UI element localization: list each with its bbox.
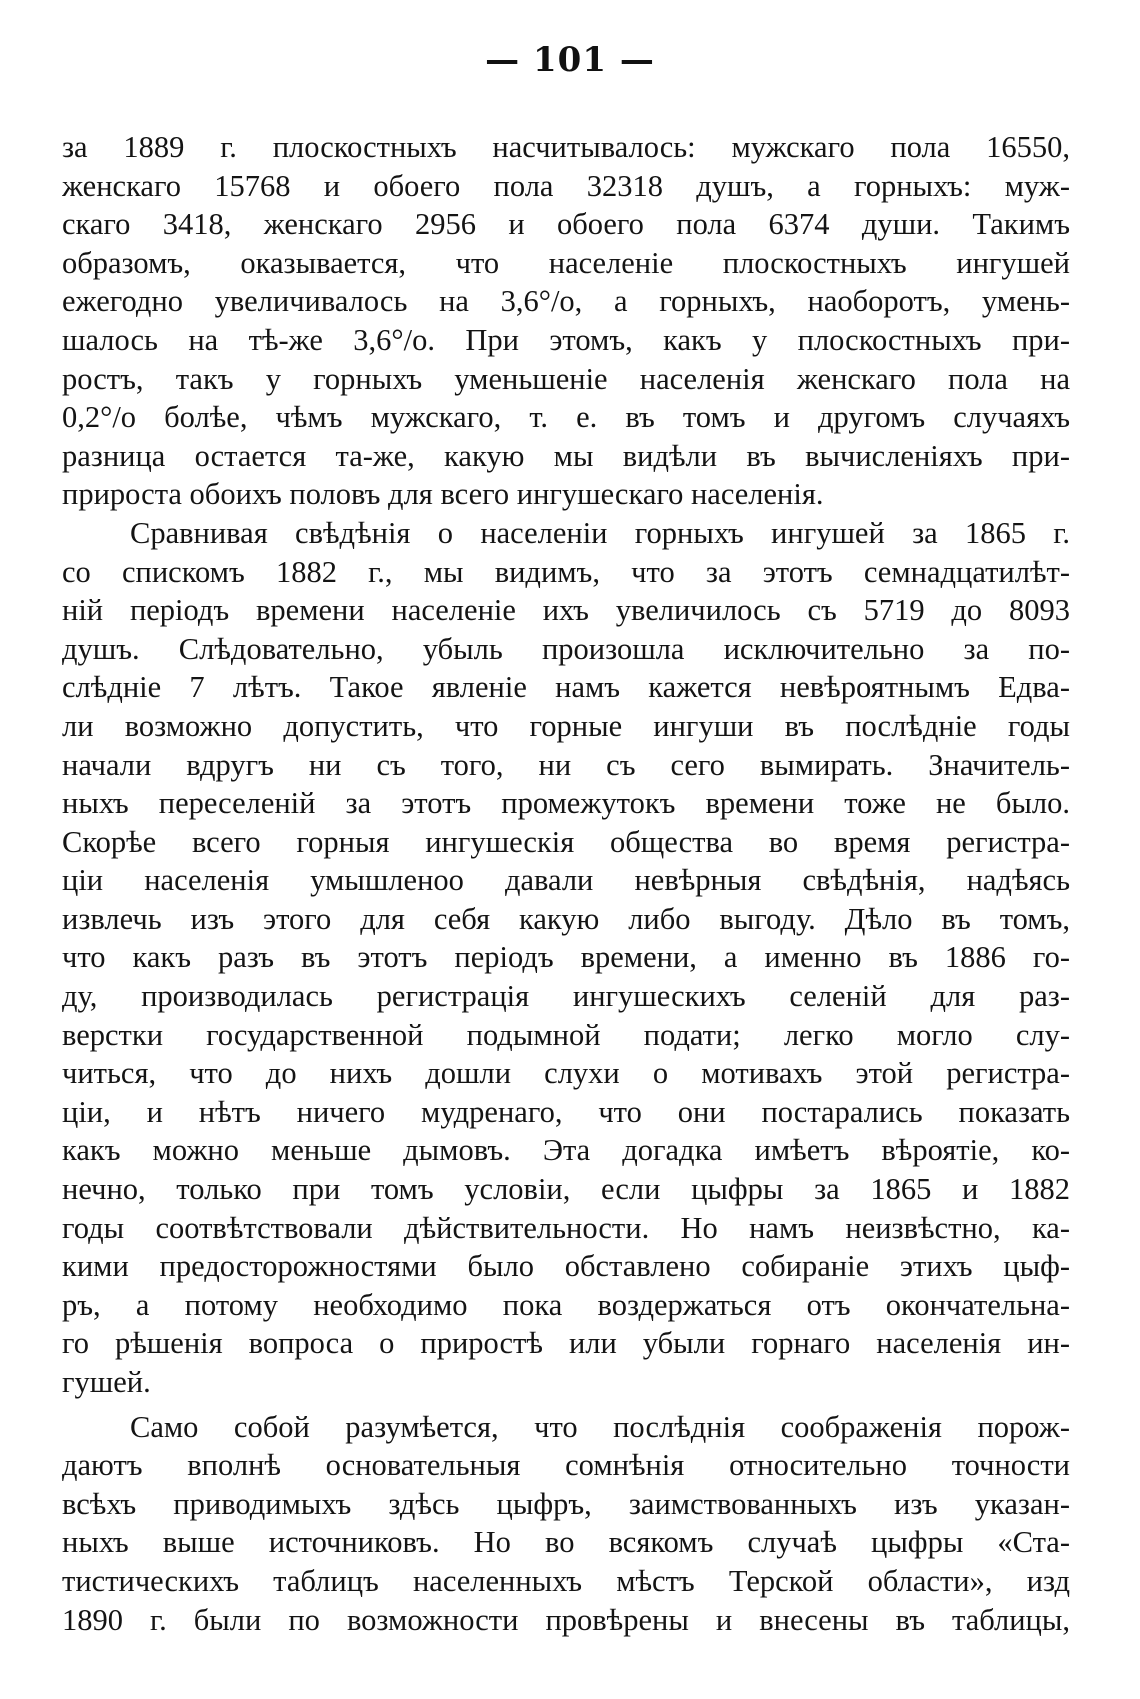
- text-line: гушей.: [62, 1365, 151, 1399]
- text-line: верстки государственной подымной подати; легко могло слу-: [62, 1017, 1070, 1052]
- page-number: — 101 —: [485, 40, 655, 80]
- text-line: со спискомъ 1882 г., мы видимъ, что за этотъ семнадцатилѣт-: [62, 554, 1070, 589]
- text-line: читься, что до нихъ дошли слухи о мотивахъ этой регистра-: [62, 1056, 1070, 1091]
- text-line: всѣхъ приводимыхъ здѣсь цыфръ, заимствованныхъ изъ указан-: [62, 1486, 1070, 1521]
- text-line: даютъ вполнѣ основательныя сомнѣнія относительно точности: [62, 1448, 1070, 1483]
- text-line: слѣдніе 7 лѣтъ. Такое явленіе намъ кажется невѣроятнымъ Едва-: [62, 670, 1070, 705]
- text-line: кими предосторожностями было обставлено собираніе этихъ цыф-: [62, 1249, 1070, 1284]
- text-line: Скорѣе всего горныя ингушескія общества во время регистра-: [62, 824, 1070, 859]
- text-line: 0,2°/о болѣе, чѣмъ мужскаго, т. е. въ томъ и другомъ случаяхъ: [62, 400, 1070, 435]
- text-line: что какъ разъ въ этотъ періодъ времени, а именно въ 1886 го-: [62, 940, 1070, 975]
- text-line: образомъ, оказывается, что населеніе плоскостныхъ ингушей: [62, 245, 1070, 280]
- text-line: скаго 3418, женскаго 2956 и обоего пола 6374 души. Такимъ: [62, 207, 1070, 242]
- text-line: ду, производилась регистрація ингушескихъ селеній для раз-: [62, 979, 1070, 1014]
- text-line: ціи населенія умышленоо давали невѣрныя свѣдѣнія, надѣясь: [62, 863, 1070, 898]
- text-line: 1890 г. были по возможности провѣрены и внесены въ таблицы,: [62, 1602, 1070, 1637]
- text-line: нечно, только при томъ условіи, если цыфры за 1865 и 1882: [62, 1172, 1070, 1207]
- text-line: начали вдругъ ни съ того, ни съ сего вымирать. Значитель-: [62, 747, 1070, 782]
- text-line: женскаго 15768 и обоего пола 32318 душъ, а горныхъ: муж-: [62, 168, 1070, 203]
- text-line: ежегодно увеличивалось на 3,6°/о, а горныхъ, наоборотъ, умень-: [62, 284, 1070, 319]
- text-line: годы соотвѣтствовали дѣйствительности. Но намъ неизвѣстно, ка-: [62, 1210, 1070, 1245]
- paragraph: [62, 128, 1070, 514]
- text-line: шалось на тѣ-же 3,6°/о. При этомъ, какъ у плоскостныхъ при-: [62, 322, 1070, 357]
- text-line: ціи, и нѣтъ ничего мудренаго, что они постарались показать: [62, 1094, 1070, 1129]
- text-line: разница остается та-же, какую мы видѣли въ вычисленіяхъ при-: [62, 438, 1070, 473]
- text-line: ныхъ переселеній за этотъ промежутокъ времени тоже не было.: [62, 786, 1070, 821]
- text-line: за 1889 г. плоскостныхъ насчитывалось: мужскаго пола 16550,: [62, 130, 1070, 164]
- text-line: ній періодъ времени населеніе ихъ увеличилось съ 5719 до 8093: [62, 593, 1070, 628]
- paragraph: [62, 1408, 1070, 1640]
- text-line: го рѣшенія вопроса о приростѣ или убыли горнаго населенія ин-: [62, 1326, 1070, 1361]
- text-line: извлечь изъ этого для себя какую либо выгоду. Дѣло въ томъ,: [62, 901, 1070, 936]
- text-line: какъ можно меньше дымовъ. Эта догадка имѣетъ вѣроятіе, ко-: [62, 1133, 1070, 1168]
- text-line: Сравнивая свѣдѣнія о населеніи горныхъ ингушей за 1865 г.: [130, 515, 1070, 550]
- text-line: ръ, а потому необходимо пока воздержаться отъ окончательна-: [62, 1287, 1070, 1322]
- body-text: [62, 128, 1070, 1639]
- text-line: ростъ, такъ у горныхъ уменьшеніе населенія женскаго пола на: [62, 361, 1070, 396]
- text-line: Само собой разумѣется, что послѣднія соображенія порож-: [130, 1409, 1070, 1444]
- text-line: душъ. Слѣдовательно, убыль произошла исключительно за по-: [62, 631, 1070, 666]
- text-line: тистическихъ таблицъ населенныхъ мѣстъ Терской области», изд: [62, 1563, 1070, 1598]
- text-line: ли возможно допустить, что горные ингуши въ послѣдніе годы: [62, 708, 1070, 743]
- text-line: прироста обоихъ половъ для всего ингушескаго населенія.: [62, 477, 824, 512]
- paragraph: [62, 514, 1070, 1402]
- text-line: ныхъ выше источниковъ. Но во всякомъ случаѣ цыфры «Ста-: [62, 1525, 1070, 1560]
